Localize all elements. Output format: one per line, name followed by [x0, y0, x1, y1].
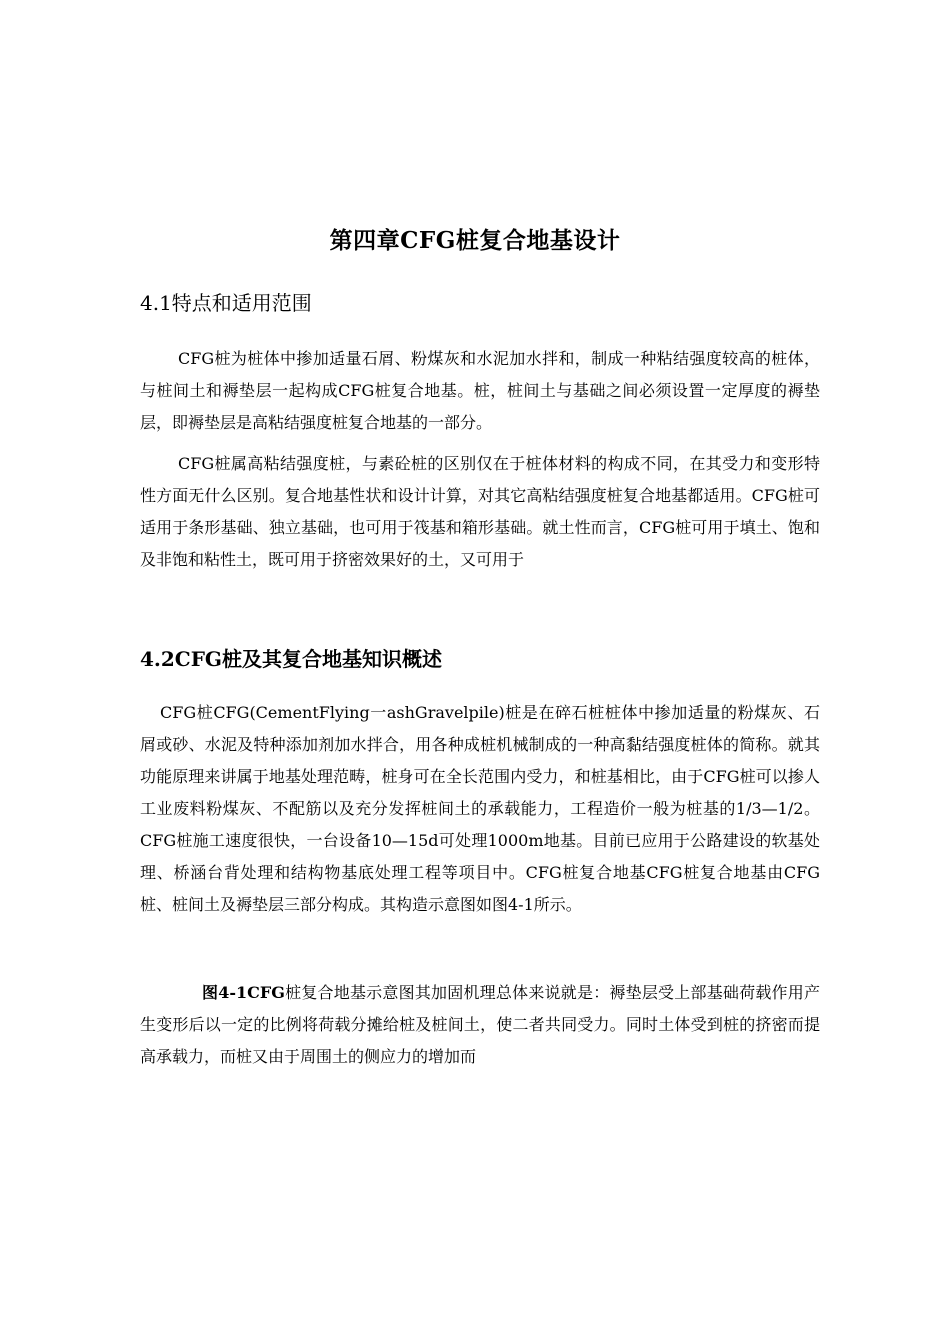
section-4-2-paragraph-2-text: 桩复合地基示意图其加固机理总体来说就是：褥垫层受上部基础荷载作用产生变形后以一定的比例将荷载分摊给桩及桩间土，使二者共同受力。同时土体受到桩的挤密而提高承载力，而桩又由于周围土的侧应力的增加而 [140, 983, 820, 1066]
section-4-1-paragraph-2: CFG桩属高粘结强度桩，与素砼桩的区别仅在于桩体材料的构成不同，在其受力和变形特性方面无什么区别。复合地基性状和设计计算，对其它高粘结强度桩复合地基都适用。CFG桩可适用于条形基础、独立基础，也可用于筏基和箱形基础。就土性而言，CFG桩可用于填土、饱和及非饱和粘性土，既可用于挤密效果好的土，又可用于 [140, 454, 820, 569]
section-heading-4-2: 4.2CFG桩及其复合地基知识概述 [140, 647, 442, 671]
figure-reference: 图4-1CFG [202, 983, 285, 1002]
chapter-title: 第四章CFG桩复合地基设计 [329, 227, 621, 254]
section-4-1-paragraph-1: CFG桩为桩体中掺加适量石屑、粉煤灰和水泥加水拌和，制成一种粘结强度较高的桩体，与桩间土和褥垫层一起构成CFG桩复合地基。桩，桩间土与基础之间必须设置一定厚度的褥垫层，即褥垫层是高粘结强度桩复合地基的一部分。 [140, 349, 820, 432]
section-4-2-paragraph-1: CFG桩CFG(CementFlying一ashGravelpile)桩是在碎石桩桩体中掺加适量的粉煤灰、石屑或砂、水泥及特种添加剂加水拌合，用各种成桩机械制成的一种高黏结强度桩体的简称。就其功能原理来讲属于地基处理范畴，桩身可在全长范围内受力，和桩基相比，由于CFG桩可以掺人工业废料粉煤灰、不配筋以及充分发挥桩间土的承载能力，工程造价一般为桩基的1/3—1/2。CFG桩施工速度很快，一台设备10—15d可处理1000m地基。目前已应用于公路建设的软基处理、桥涵台背处理和结构物基底处理工程等项目中。CFG桩复合地基CFG桩复合地基由CFG桩、桩间土及褥垫层三部分构成。其构造示意图如图4-1所示。 [140, 703, 820, 914]
section-heading-4-1: 4.1特点和适用范围 [140, 291, 312, 315]
section-4-2-paragraph-2 [140, 977, 820, 1073]
